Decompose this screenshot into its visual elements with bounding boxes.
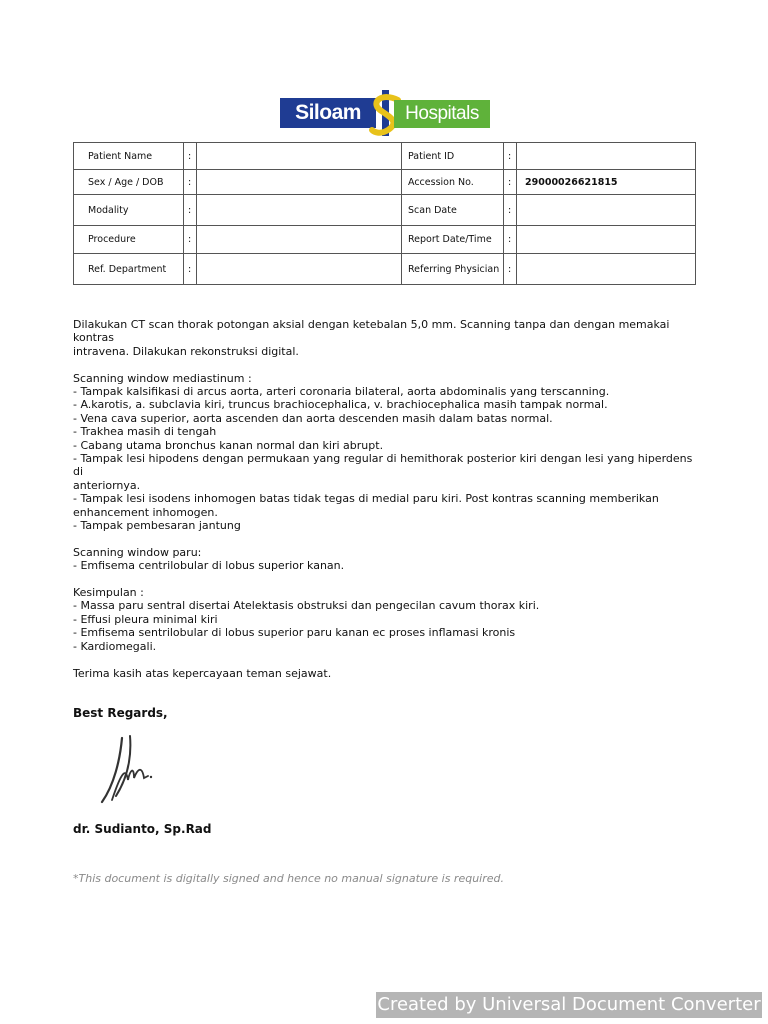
ref-department-value [197, 254, 402, 285]
report-line: Scanning window mediastinum : [73, 371, 252, 385]
colon: : [184, 143, 197, 170]
report-line: - Emfisema centrilobular di lobus superior kanan. [73, 559, 345, 573]
scan-date-value [517, 195, 696, 226]
modality-value [197, 195, 402, 226]
logo-siloam-text: Siloam [280, 98, 376, 128]
colon: : [504, 226, 517, 254]
report-line: Scanning window paru: [73, 545, 202, 559]
table-row [74, 226, 696, 254]
table-row [74, 143, 696, 170]
report-line: - Massa paru sentral disertai Atelektasis obstruksi dan pengecilan cavum thorax kiri. [73, 599, 540, 613]
report-line: - Emfisema sentrilobular di lobus superior paru kanan ec proses inflamasi kronis [73, 626, 516, 640]
doctor-name: dr. Sudianto, Sp.Rad [73, 822, 212, 836]
sex-age-dob-value [197, 170, 402, 195]
patient-name-value [197, 143, 402, 170]
accession-label: Accession No. [402, 170, 504, 195]
sex-age-dob-label: Sex / Age / DOB [74, 170, 184, 195]
colon: : [504, 195, 517, 226]
signature-image [92, 730, 162, 810]
report-intro [73, 318, 693, 358]
colon: : [504, 170, 517, 195]
best-regards: Best Regards, [73, 706, 168, 720]
logo-hospitals-text: Hospitals [394, 100, 490, 128]
siloam-hospitals-logo [280, 90, 490, 136]
procedure-label: Procedure [74, 226, 184, 254]
patient-name-label: Patient Name [74, 143, 184, 170]
report-line: - Tampak kalsifikasi di arcus aorta, arteri coronaria bilateral, aorta abdominalis yang terscanning. [73, 385, 610, 399]
procedure-value [197, 226, 402, 254]
patient-info-table [73, 142, 696, 285]
accession-value: 29000026621815 [517, 170, 696, 195]
report-line: - Tampak lesi isodens inhomogen batas tidak tegas di medial paru kiri. Post kontras scanning memberikan [73, 492, 659, 506]
colon: : [184, 226, 197, 254]
colon: : [504, 143, 517, 170]
report-date-label: Report Date/Time [402, 226, 504, 254]
modality-label: Modality [74, 195, 184, 226]
scan-date-label: Scan Date [402, 195, 504, 226]
referring-physician-value [517, 254, 696, 285]
report-line: - Effusi pleura minimal kiri [73, 612, 218, 626]
report-closing: Terima kasih atas kepercayaan teman sejawat. [73, 666, 332, 680]
report-line: - Tampak lesi hipodens dengan permukaan yang regular di hemithorak posterior kiri dengan lesi yang hiperdens di [73, 452, 693, 479]
report-line: intravena. Dilakukan rekonstruksi digital. [73, 344, 299, 358]
referring-physician-label: Referring Physician [402, 254, 504, 285]
converter-watermark: Created by Universal Document Converter [376, 992, 762, 1018]
patient-id-label: Patient ID [402, 143, 504, 170]
report-line: - A.karotis, a. subclavia kiri, truncus brachiocephalica, v. brachiocephalica masih tampak normal. [73, 398, 608, 412]
report-kesimpulan [73, 586, 693, 653]
report-line: - Cabang utama bronchus kanan normal dan kiri abrupt. [73, 438, 384, 452]
report-body [73, 318, 693, 693]
report-line: - Kardiomegali. [73, 639, 157, 653]
colon: : [504, 254, 517, 285]
colon: : [184, 195, 197, 226]
report-line: anteriornya. [73, 478, 141, 492]
table-row [74, 254, 696, 285]
patient-id-value [517, 143, 696, 170]
report-line: Dilakukan CT scan thorak potongan aksial dengan ketebalan 5,0 mm. Scanning tanpa dan dengan memakai kontras [73, 318, 670, 345]
colon: : [184, 170, 197, 195]
colon: : [184, 254, 197, 285]
report-paru [73, 546, 693, 573]
report-mediastinum [73, 372, 693, 533]
report-line: - Vena cava superior, aorta ascenden dan aorta descenden masih dalam batas normal. [73, 411, 553, 425]
digital-signature-disclaimer: *This document is digitally signed and hence no manual signature is required. [73, 872, 505, 885]
table-row [74, 170, 696, 195]
report-date-value [517, 226, 696, 254]
table-row [74, 195, 696, 226]
report-line: - Trakhea masih di tengah [73, 425, 217, 439]
report-line: Kesimpulan : [73, 586, 144, 600]
report-line: enhancement inhomogen. [73, 505, 218, 519]
report-line: - Tampak pembesaran jantung [73, 519, 241, 533]
ref-department-label: Ref. Department [74, 254, 184, 285]
